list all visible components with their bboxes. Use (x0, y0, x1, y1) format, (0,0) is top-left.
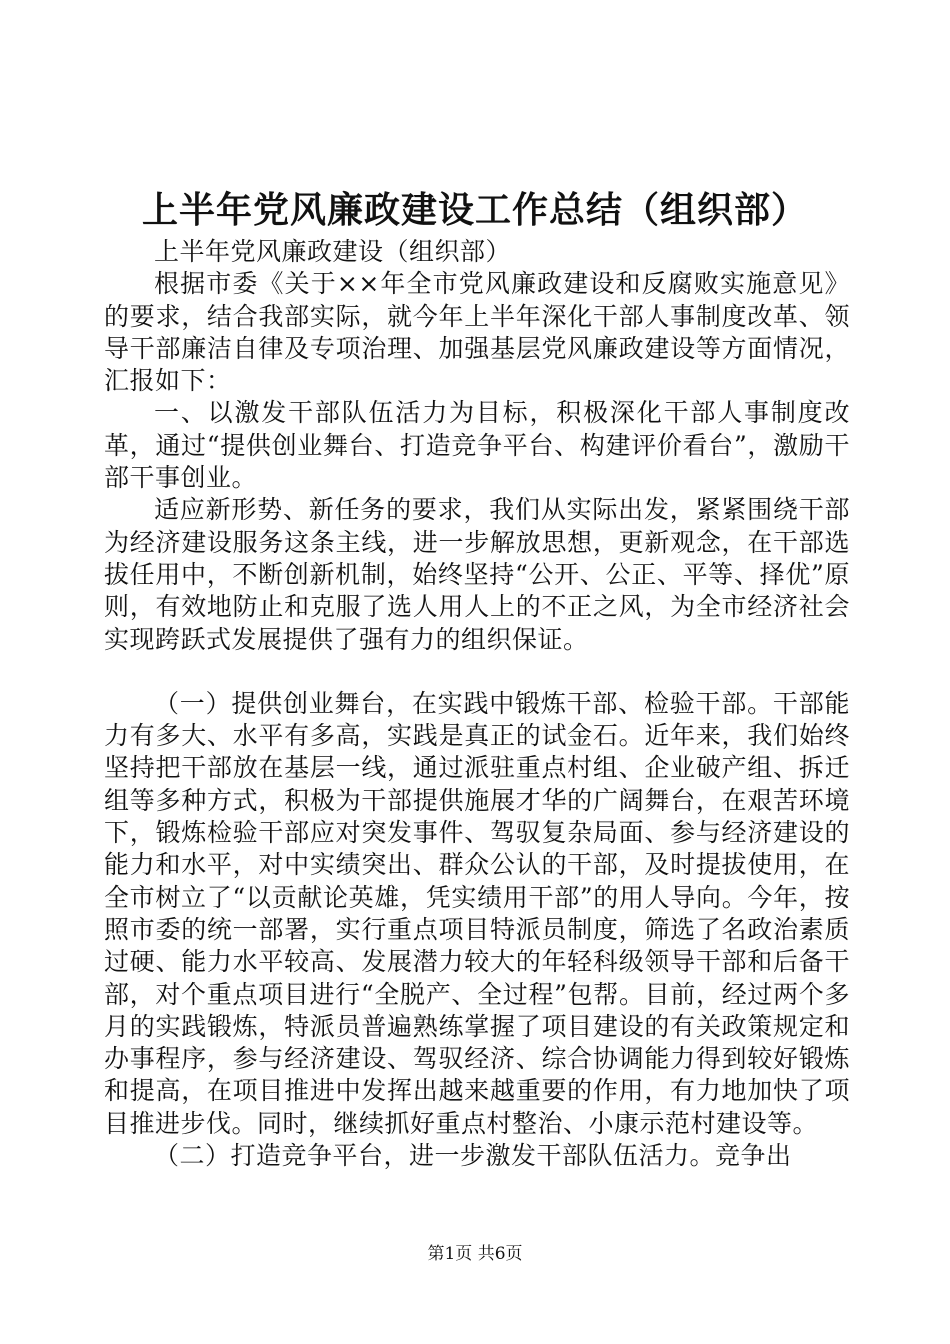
paragraph-subtitle: 上半年党风廉政建设（组织部） (154, 237, 512, 266)
paragraph-intro: 根据市委《关于××年全市党风廉政建设和反腐败实施意见》的要求，结合我部实际，就今年上半年深化干部人事制度改革、领导干部廉洁自律及专项治理、加强基层党风廉政建设等方面情况，汇报如下： (104, 269, 850, 396)
paragraph-subsection-one: （一）提供创业舞台，在实践中锻炼干部、检验干部。干部能力有多大、水平有多高，实践是真正的试金石。近年来，我们始终坚持把干部放在基层一线，通过派驻重点村组、企业破产组、拆迁组等多种方式，积极为干部提供施展才华的广阔舞台，在艰苦环境下，锻炼检验干部应对突发事件、驾驭复杂局面、参与经济建设的能力和水平，对中实绩突出、群众公认的干部，及时提拔使用，在全市树立了“以贡献论英雄，凭实绩用干部”的用人导向。今年，按照市委的统一部署，实行重点项目特派员制度，筛选了名政治素质过硬、能力水平较高、发展潜力较大的年轻科级领导干部和后备干部，对个重点项目进行“全脱产、全过程”包帮。目前，经过两个多月的实践锻炼，特派员普遍熟练掌握了项目建设的有关政策规定和办事程序，参与经济建设、驾驭经济、综合协调能力得到较好锻炼和提高，在项目推进中发挥出越来越重要的作用，有力地加快了项目推进步伐。同时，继续抓好重点村整治、小康示范村建设等。 (104, 688, 850, 1138)
paragraph-subsection-two: （二）打造竞争平台，进一步激发干部队伍活力。竞争出 (154, 1141, 792, 1171)
page-number-footer: 第1页 共6页 (427, 1244, 523, 1264)
paragraph-section-one-heading: 一、以激发干部队伍活力为目标，积极深化干部人事制度改革，通过“提供创业舞台、打造竞争平台、构建评价看台”，激励干部干事创业。 (104, 398, 850, 493)
paragraph-section-one-body: 适应新形势、新任务的要求，我们从实际出发，紧紧围绕干部为经济建设服务这条主线，进一步解放思想，更新观念，在干部选拔任用中，不断创新机制，始终坚持“公开、公正、平等、择优”原则，有效地防止和克服了选人用人上的不正之风，为全市经济社会实现跨跃式发展提供了强有力的组织保证。 (104, 495, 850, 654)
document-title: 上半年党风廉政建设工作总结（组织部） (141, 189, 808, 231)
document-body (104, 236, 850, 1172)
